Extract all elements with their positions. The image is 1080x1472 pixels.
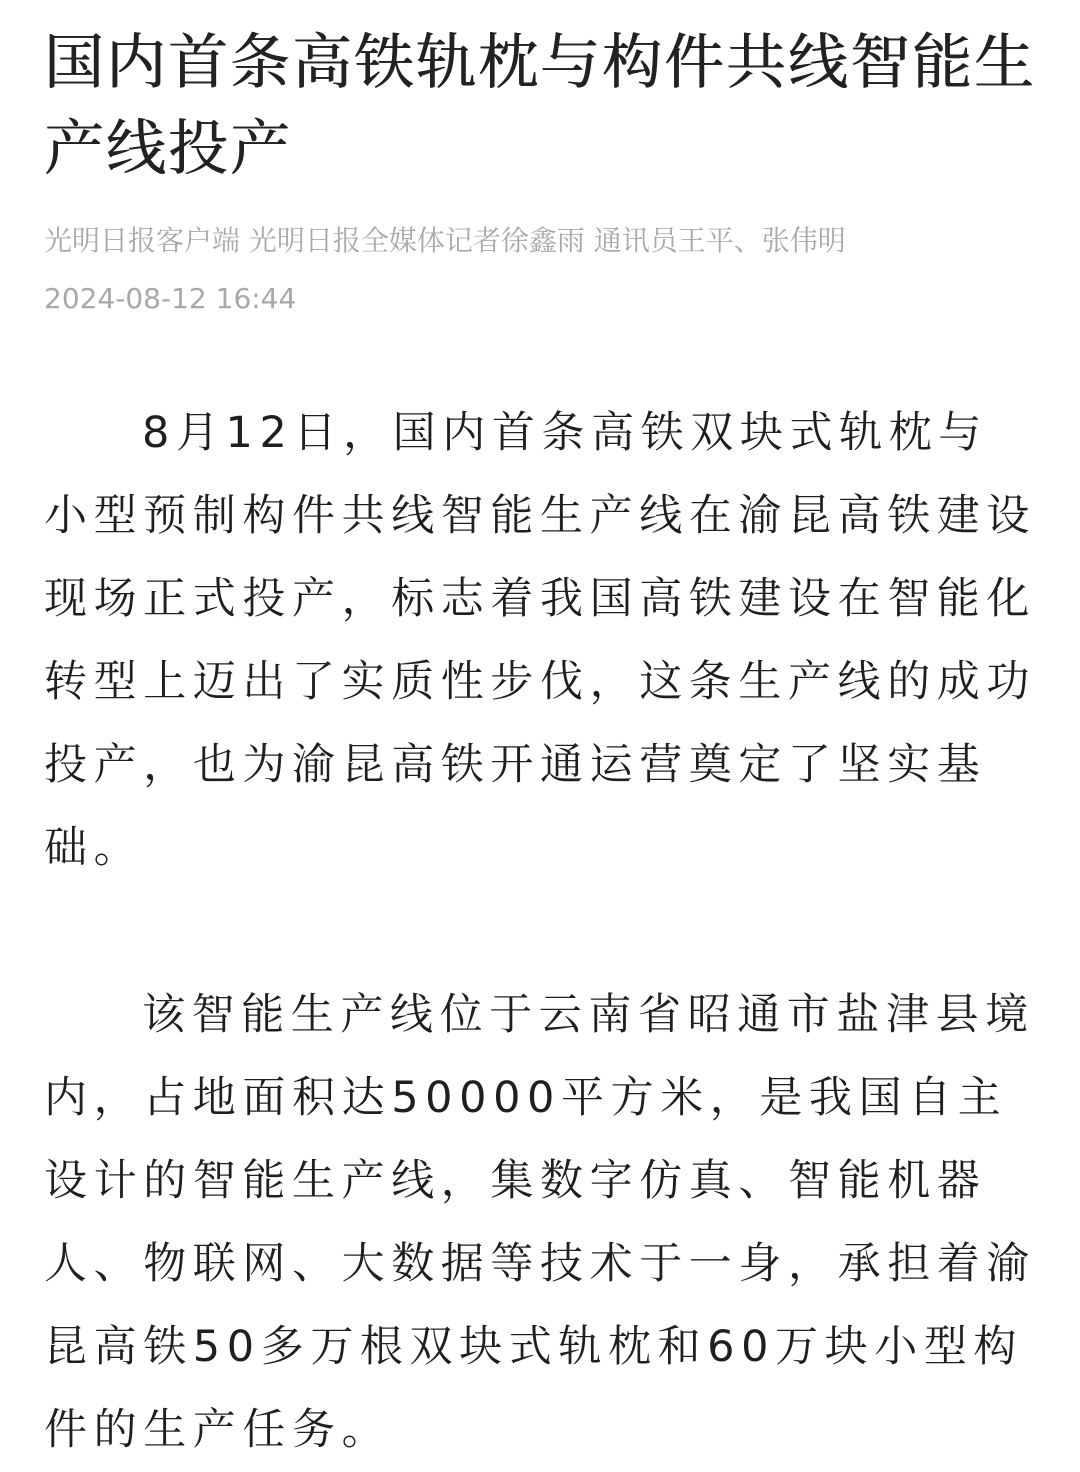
paragraph-1: 8月12日，国内首条高铁双块式轨枕与小型预制构件共线智能生产线在渝昆高铁建设现场正式投产，标志着我国高铁建设在智能化转型上迈出了实质性步伐，这条生产线的成功投产，也为渝昆高铁开通运营奠定了坚实基础。 bbox=[44, 408, 1036, 873]
source-byline: 光明日报客户端 光明日报全媒体记者徐鑫雨 通讯员王平、张伟明 bbox=[44, 224, 846, 257]
article-meta bbox=[44, 212, 1036, 328]
article-title: 国内首条高铁轨枕与构件共线智能生产线投产 bbox=[44, 28, 1036, 184]
article bbox=[44, 20, 1036, 1472]
publish-date: 2024-08-12 16:44 bbox=[44, 282, 297, 315]
paragraph-2: 该智能生产线位于云南省昭通市盐津县境内，占地面积达50000平方米，是我国自主设计的智能生产线，集数字仿真、智能机器人、物联网、大数据等技术于一身，承担着渝昆高铁50多万根双块式轨枕和60万块小型构件的生产任务。 bbox=[44, 990, 1036, 1455]
